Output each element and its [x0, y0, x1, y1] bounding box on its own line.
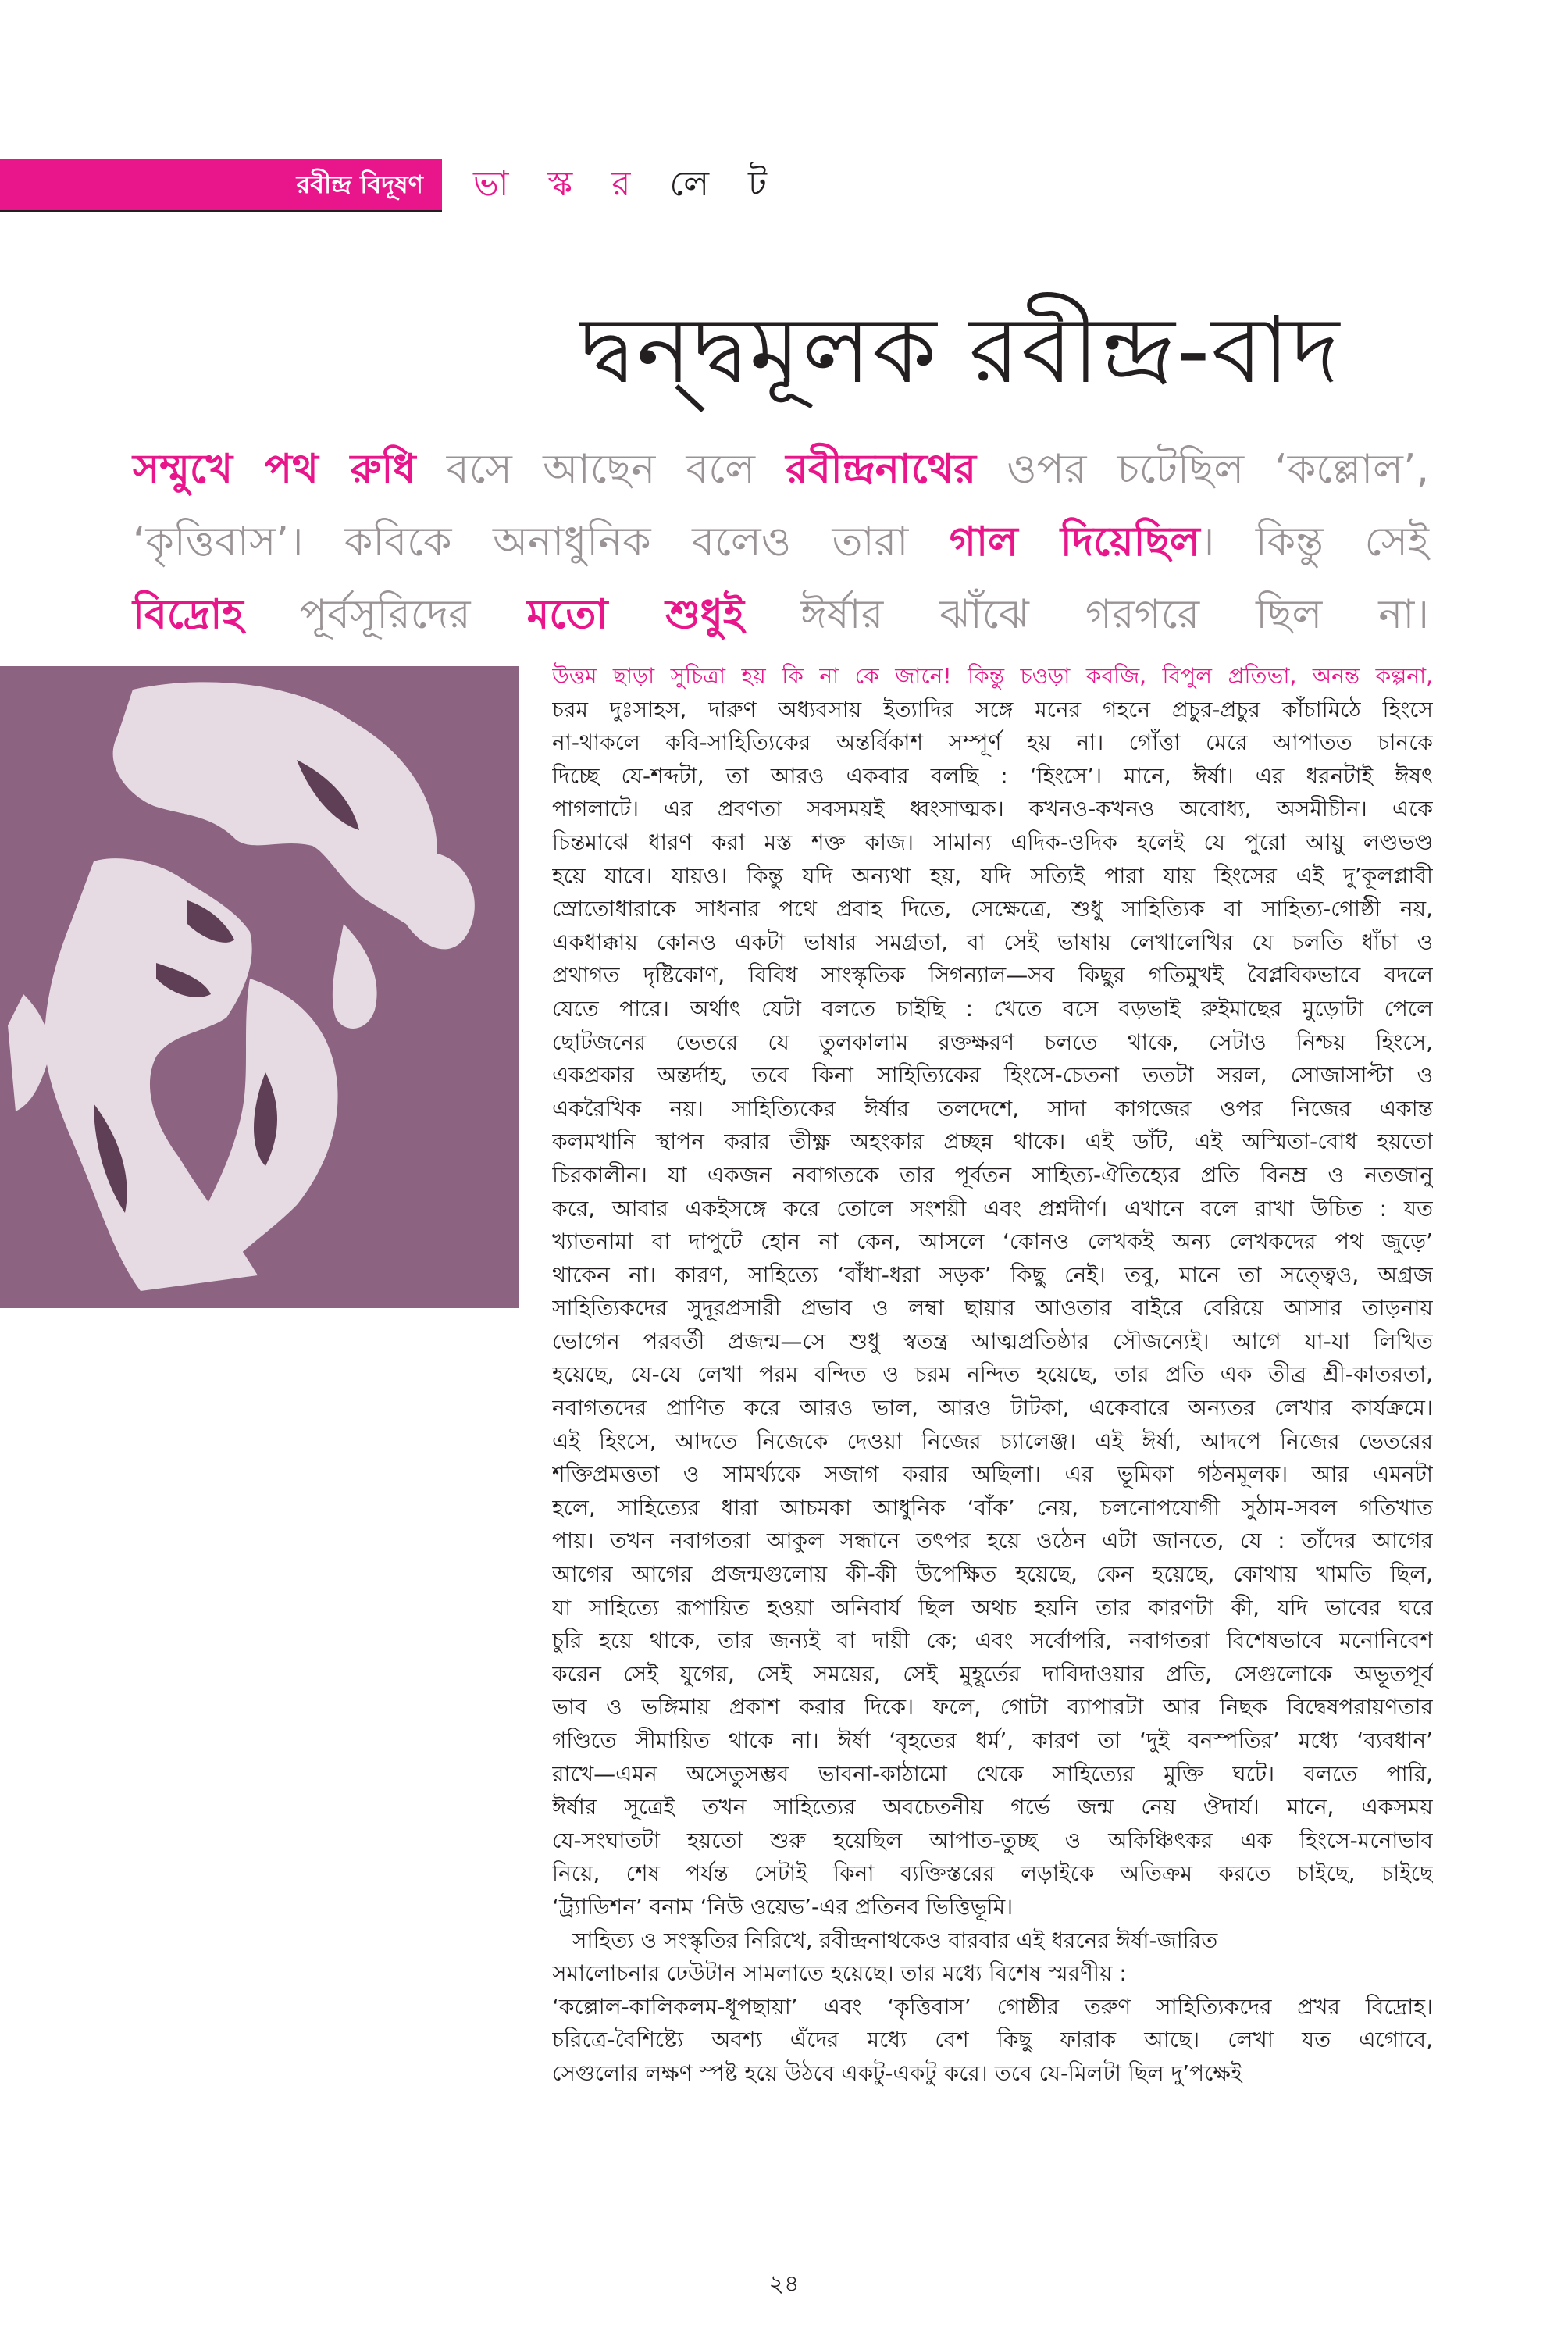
body-line: হয়েছে, যে-যে লেখা পরম বন্দিত ও চরম নন্দিত হয়েছে, তার প্রতি এক তীব্র শ্রী-কাতরতা, — [552, 1361, 1433, 1388]
body-line: সাহিত্যিকদের সুদূরপ্রসারী প্রভাব ও লম্বা ছায়ার আওতার বাইরে বেরিয়ে আসার তাড়নায় — [552, 1295, 1433, 1321]
body-line: গণ্ডিতে সীমায়িত থাকে না। ঈর্ষা ‘বৃহতের ধর্ম’, কারণ তা ‘দুই বনস্পতির’ মধ্যে ‘ব্যবধান’ — [552, 1728, 1433, 1753]
body-line: চুরি হয়ে থাকে, তার জন্যই বা দায়ী কে; এবং সর্বোপরি, নবাগতরা বিশেষভাবে মনোনিবেশ — [552, 1628, 1433, 1654]
body-line: রাখে—এমন অসেতুসম্ভব ভাবনা-কাঠামো থেকে সাহিত্যের মুক্তি ঘটে। বলতে পারি, — [552, 1760, 1433, 1787]
body-line: সাহিত্য ও সংস্কৃতির নিরিখে, রবীন্দ্রনাথকেও বারবার এই ধরনের ঈর্ষা-জারিত — [572, 1927, 1218, 1953]
body-line: যে-সংঘাতটা হয়তো শুরু হয়েছিল আপাত-তুচ্ছ ও অকিঞ্চিৎকর এক হিংসে-মনোভাব — [552, 1827, 1433, 1853]
deck-line-1 — [133, 433, 1429, 506]
body-line: শক্তিপ্রমত্ততা ও সামর্থ্যকে সজাগ করার অছিলা। এর ভূমিকা গঠনমূলক। আর এমনটা — [552, 1461, 1433, 1488]
article-title: দ্বন্দ্বমূলক রবীন্দ্র-বাদ — [579, 296, 1342, 404]
page-number: ২৪ — [768, 2270, 800, 2298]
author-last-name: লে ট — [669, 164, 782, 204]
body-line: কলমখানি স্থাপন করার তীক্ষ্ণ অহংকার প্রচ্ছন্ন থাকে। এই ডাঁট, এই অস্মিতা-বোধ হয়তো — [552, 1129, 1433, 1155]
deck-text: ‘কৃত্তিবাস’। কবিকে অনাধুনিক বলেও তারা — [133, 519, 950, 565]
deck-highlight: সম্মুখে পথ রুধি — [133, 446, 416, 493]
portrait-illustration — [0, 666, 519, 1308]
deck-highlight: মতো শুধুই — [526, 591, 744, 638]
body-line: না-থাকলে কবি-সাহিত্যিকের অন্তর্বিকাশ সম্পূর্ণ হয় না। গোঁত্তা মেরে আপাতত চানকে — [552, 729, 1433, 756]
body-line: সমালোচনার ঢেউটান সামলাতে হয়েছে। তার মধ্যে বিশেষ স্মরণীয় : — [552, 1960, 1127, 1987]
article-deck — [133, 433, 1429, 651]
body-line: যেতে পারে। অর্থাৎ যেটা বলতে চাইছি : খেতে বসে বড়ভাই রুইমাছের মুড়োটা পেলে — [552, 995, 1433, 1022]
deck-highlight: বিদ্রোহ — [133, 591, 244, 638]
body-line: পায়। তখন নবাগতরা আকুল সন্ধানে তৎপর হয়ে ওঠেন এটা জানতে, যে : তাঁদের আগের — [552, 1528, 1433, 1554]
deck-text: পূর্বসূরিদের — [243, 591, 527, 638]
body-line: ভাব ও ভঙ্গিমায় প্রকাশ করার দিকে। ফলে, গোটা ব্যাপারটা আর নিছক বিদ্বেষপরায়ণতার — [552, 1694, 1433, 1721]
body-line: চিরকালীন। যা একজন নবাগতকে তার পূর্বতন সাহিত্য-ঐতিহ্যের প্রতি বিনম্র ও নতজানু — [552, 1161, 1433, 1188]
deck-line-2 — [133, 506, 1429, 579]
body-line: পাগলাটে। এর প্রবণতা সবসময়ই ধ্বংসাত্মক। কখনও-কখনও অবোধ্য, অসমীচীন। একে — [552, 796, 1433, 822]
deck-line-3 — [133, 579, 1429, 651]
deck-highlight: গাল দিয়েছিল — [949, 519, 1200, 565]
body-line: নিয়ে, শেষ পর্যন্ত সেটাই কিনা ব্যক্তিস্তরের লড়াইকে অতিক্রম করতে চাইছে, চাইছে — [552, 1860, 1433, 1887]
body-line: একপ্রকার অন্তর্দাহ, তবে কিনা সাহিত্যিকের হিংসে-চেতনা ততটা সরল, সোজাসাপ্টা ও — [552, 1062, 1433, 1089]
body-line: সেগুলোর লক্ষণ স্পষ্ট হয়ে উঠবে একটু-একটু করে। তবে যে-মিলটা ছিল দু’পক্ষেই — [552, 2059, 1242, 2086]
author-byline — [473, 159, 781, 210]
body-line: ঈর্ষার সূত্রেই তখন সাহিত্যের অবচেতনীয় গর্ভে জন্ম নেয় ঔদার্য। মানে, একসময় — [552, 1794, 1433, 1820]
body-line: আগের আগের প্রজন্মগুলোয় কী-কী উপেক্ষিত হয়েছে, কেন হয়েছে, কোথায় খামতি ছিল, — [552, 1561, 1433, 1588]
body-line: চরম দুঃসাহস, দারুণ অধ্যবসায় ইত্যাদির সঙ্গে মনের গহনে প্রচুর-প্রচুর কাঁচামিঠে হিংসে — [552, 696, 1433, 722]
body-line: ভোগেন পরবর্তী প্রজন্ম—সে শুধু স্বতন্ত্র আত্মপ্রতিষ্ঠার সৌজন্যেই। আগে যা-যা লিখিত — [552, 1328, 1433, 1354]
body-line: ‘কল্লোল-কালিকলম-ধূপছায়া’ এবং ‘কৃত্তিবাস’ গোষ্ঠীর তরুণ সাহিত্যিকদের প্রখর বিদ্রোহ। — [552, 1993, 1433, 2020]
body-line: যা সাহিত্যে রূপায়িত হওয়া অনিবার্য ছিল অথচ হয়নি তার কারণটা কী, যদি ভাবের ঘরে — [552, 1594, 1433, 1621]
body-line: নবাগতদের প্রাণিত করে আরও ভাল, আরও টাটকা, একেবারে অন্যতর লেখার কার্যক্রমে। — [552, 1395, 1433, 1421]
body-line: দিচ্ছে যে-শব্দটা, তা আরও একবার বলছি : ‘হিংসে’। মানে, ঈর্ষা। এর ধরনটাই ঈষৎ — [552, 762, 1433, 789]
body-line: করেন সেই যুগের, সেই সময়ের, সেই মুহূর্তের দাবিদাওয়ার প্রতি, সেগুলোকে অভূতপূর্ব — [552, 1660, 1433, 1687]
body-line: হলে, সাহিত্যের ধারা আচমকা আধুনিক ‘বাঁক’ নেয়, চলনোপযোগী সুঠাম-সবল গতিখাত — [552, 1494, 1433, 1521]
deck-text: বসে আছেন বলে — [415, 446, 786, 493]
deck-text: । কিন্তু সেই — [1199, 519, 1429, 565]
body-line: করে, আবার একইসঙ্গে করে তোলে সংশয়ী এবং প্রশ্নদীর্ণ। এখানে বলে রাখা উচিত : যত — [552, 1195, 1433, 1221]
body-line: উত্তম ছাড়া সুচিত্রা হয় কি না কে জানে! কিন্তু চওড়া কবজি, বিপুল প্রতিভা, অনন্ত কল্পনা, — [552, 663, 1433, 689]
body-line: ছোটজনের ভেতরে যে তুলকালাম রক্তক্ষরণ চলতে থাকে, সেটাও নিশ্চয় হিংসে, — [552, 1029, 1433, 1055]
body-line: একরৈখিক নয়। সাহিত্যিকের ঈর্ষার তলদেশে, সাদা কাগজের ওপর নিজের একান্ত — [552, 1095, 1433, 1122]
deck-text: ওপর চটেছিল ‘কল্লোল’, — [976, 446, 1429, 493]
body-line: থাকেন না। কারণ, সাহিত্যে ‘বাঁধা-ধরা সড়ক’ কিছু নেই। তবু, মানে তা সত্ত্বেও, অগ্রজ — [552, 1261, 1433, 1288]
body-line: চিন্তমাঝে ধারণ করা মস্ত শক্ত কাজ। সামান্য এদিক-ওদিক হলেই যে পুরো আয়ু লণ্ডভণ্ড — [552, 829, 1433, 855]
body-line: ‘ট্র্যাডিশন’ বনাম ‘নিউ ওয়েভ’-এর প্রতিনব ভিত্তিভূমি। — [552, 1893, 1014, 1920]
body-line: স্রোতোধারাকে সাধনার পথে প্রবাহ দিতে, সেক্ষেত্রে, শুধু সাহিত্যিক বা সাহিত্য-গোষ্ঠী নয়, — [552, 896, 1433, 922]
deck-highlight: রবীন্দ্রনাথের — [786, 446, 977, 493]
section-tag: রবীন্দ্র বিদূষণ — [0, 159, 442, 210]
body-line: খ্যাতনামা বা দাপুটে হোন না কেন, আসলে ‘কোনও লেখকই অন্য লেখকদের পথ জুড়ে’ — [552, 1228, 1433, 1255]
body-line: প্রথাগত দৃষ্টিকোণ, বিবিধ সাংস্কৃতিক সিগন্যাল—সব কিছুর গতিমুখই বৈপ্লবিকভাবে বদলে — [552, 962, 1433, 989]
deck-text: ঈর্ষার ঝাঁঝে গরগরে ছিল না। — [743, 591, 1429, 638]
body-line: একধাক্কায় কোনও একটা ভাষার সমগ্রতা, বা সেই ভাষায় লেখালেখির যে চলতি ধাঁচা ও — [552, 929, 1433, 955]
article-body — [552, 660, 1433, 2091]
body-line: এই হিংসে, আদতে নিজেকে দেওয়া নিজের চ্যালেঞ্জ। এই ঈর্ষা, আদপে নিজের ভেতরের — [552, 1428, 1433, 1454]
banner-rule — [0, 210, 442, 212]
author-first-name: ভা স্ক র — [473, 164, 645, 204]
body-line: হয়ে যাবে। যায়ও। কিন্তু যদি অন্যথা হয়, যদি সত্যিই পারা যায় হিংসের এই দু’কূলপ্লাবী — [552, 862, 1433, 889]
body-line: চরিত্রে-বৈশিষ্ট্যে অবশ্য এঁদের মধ্যে বেশ কিছু ফারাক আছে। লেখা যত এগোবে, — [552, 2027, 1433, 2053]
